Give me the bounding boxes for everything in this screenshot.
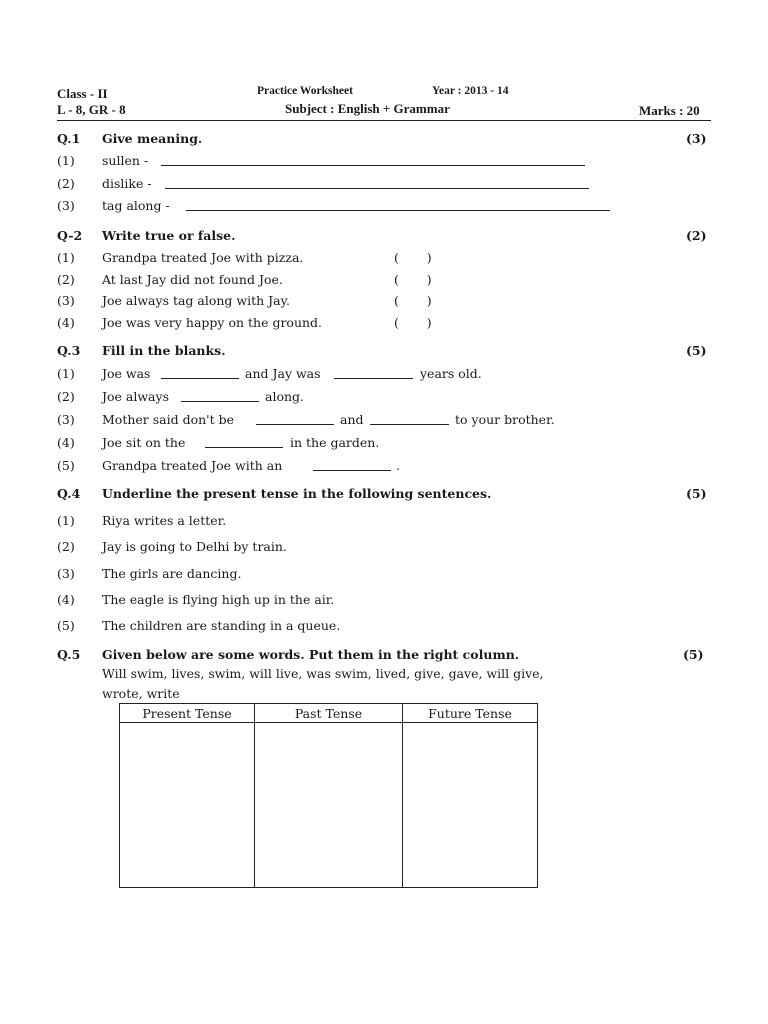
- q1-item-1-text: sullen -: [102, 153, 149, 168]
- q1-item-3-blank[interactable]: [186, 210, 610, 211]
- q1-item-2-text: dislike -: [102, 176, 152, 191]
- q5-word-list-line-1: Will swim, lives, swim, will live, was swim, lived, give, gave, will give,: [102, 666, 544, 681]
- q4-item-1-text: Riya writes a letter.: [102, 513, 227, 528]
- q3-item-1-text-c: years old.: [420, 366, 482, 381]
- present-tense-answer-cell[interactable]: [120, 723, 255, 888]
- q4-number: Q.4: [57, 486, 81, 501]
- q3-item-3-text-a: Mother said don't be: [102, 412, 234, 427]
- q3-marks: (5): [686, 343, 707, 358]
- q3-item-1-text-a: Joe was: [102, 366, 151, 381]
- q3-item-3-text-b: and: [340, 412, 364, 427]
- tense-table-header-row: [120, 704, 538, 723]
- level-label: L - 8, GR - 8: [57, 102, 126, 117]
- q4-marks: (5): [686, 486, 707, 501]
- q3-item-4-blank-1[interactable]: [205, 447, 283, 448]
- q4-item-3-text: The girls are dancing.: [102, 566, 242, 581]
- tense-table-answer-row: [120, 723, 538, 888]
- q2-item-2-number: (2): [57, 272, 75, 287]
- q4-item-3-number: (3): [57, 566, 75, 581]
- past-tense-answer-cell[interactable]: [255, 723, 403, 888]
- class-label: Class - II: [57, 86, 108, 101]
- q4-item-2-text: Jay is going to Delhi by train.: [102, 539, 287, 554]
- column-present-tense: Present Tense: [120, 704, 255, 723]
- q2-item-2-text: At last Jay did not found Joe.: [102, 272, 283, 287]
- q3-title: Fill in the blanks.: [102, 343, 226, 358]
- q2-item-1-answer-box[interactable]: ( ): [394, 250, 432, 265]
- marks-total: Marks : 20: [639, 103, 700, 118]
- q2-item-1-number: (1): [57, 250, 75, 265]
- q1-item-1-number: (1): [57, 153, 75, 168]
- q3-item-1-blank-1[interactable]: [161, 378, 239, 379]
- q3-item-5-blank-1[interactable]: [313, 470, 391, 471]
- q3-item-2-number: (2): [57, 389, 75, 404]
- future-tense-answer-cell[interactable]: [403, 723, 538, 888]
- q3-item-1-number: (1): [57, 366, 75, 381]
- q3-item-1-blank-2[interactable]: [334, 378, 413, 379]
- tense-table: [119, 703, 538, 888]
- q4-title: Underline the present tense in the following sentences.: [102, 486, 492, 501]
- q1-item-2-blank[interactable]: [165, 188, 589, 189]
- q2-item-3-number: (3): [57, 293, 75, 308]
- q3-item-3-blank-2[interactable]: [370, 424, 449, 425]
- q3-item-5-text-b: .: [396, 458, 400, 473]
- q3-item-4-number: (4): [57, 435, 75, 450]
- q2-item-2-answer-box[interactable]: ( ): [394, 272, 432, 287]
- q3-item-3-number: (3): [57, 412, 75, 427]
- header-rule: [57, 120, 711, 121]
- q3-item-5-number: (5): [57, 458, 75, 473]
- q2-marks: (2): [686, 228, 707, 243]
- q5-number: Q.5: [57, 647, 81, 662]
- q1-title: Give meaning.: [102, 131, 203, 146]
- q4-item-5-number: (5): [57, 618, 75, 633]
- q2-item-3-text: Joe always tag along with Jay.: [102, 293, 290, 308]
- q1-item-3-text: tag along -: [102, 198, 170, 213]
- q3-item-2-blank-1[interactable]: [181, 401, 259, 402]
- q3-item-5-text-a: Grandpa treated Joe with an: [102, 458, 283, 473]
- q3-item-3-text-c: to your brother.: [455, 412, 555, 427]
- q2-item-4-answer-box[interactable]: ( ): [394, 315, 432, 330]
- column-future-tense: Future Tense: [403, 704, 538, 723]
- q2-title: Write true or false.: [102, 228, 236, 243]
- q4-item-5-text: The children are standing in a queue.: [102, 618, 341, 633]
- q5-title: Given below are some words. Put them in the right column.: [102, 647, 520, 662]
- q1-marks: (3): [686, 131, 707, 146]
- q3-item-1-text-b: and Jay was: [245, 366, 321, 381]
- q1-item-2-number: (2): [57, 176, 75, 191]
- q3-number: Q.3: [57, 343, 81, 358]
- q5-marks: (5): [683, 647, 704, 662]
- q3-item-2-text-b: along.: [265, 389, 305, 404]
- year-label: Year : 2013 - 14: [432, 85, 509, 97]
- q5-word-list-line-2: wrote, write: [102, 686, 180, 701]
- q2-number: Q-2: [57, 228, 83, 243]
- subject-label: Subject : English + Grammar: [285, 101, 450, 116]
- q2-item-1-text: Grandpa treated Joe with pizza.: [102, 250, 304, 265]
- q1-number: Q.1: [57, 131, 81, 146]
- q3-item-4-text-b: in the garden.: [290, 435, 380, 450]
- q4-item-4-text: The eagle is flying high up in the air.: [102, 592, 335, 607]
- q3-item-4-text-a: Joe sit on the: [102, 435, 186, 450]
- q2-item-3-answer-box[interactable]: ( ): [394, 293, 432, 308]
- q2-item-4-number: (4): [57, 315, 75, 330]
- worksheet-title: Practice Worksheet: [257, 85, 353, 97]
- q3-item-3-blank-1[interactable]: [256, 424, 334, 425]
- q4-item-4-number: (4): [57, 592, 75, 607]
- q1-item-3-number: (3): [57, 198, 75, 213]
- column-past-tense: Past Tense: [255, 704, 403, 723]
- q1-item-1-blank[interactable]: [161, 165, 585, 166]
- q4-item-1-number: (1): [57, 513, 75, 528]
- q3-item-2-text-a: Joe always: [102, 389, 169, 404]
- q2-item-4-text: Joe was very happy on the ground.: [102, 315, 323, 330]
- q4-item-2-number: (2): [57, 539, 75, 554]
